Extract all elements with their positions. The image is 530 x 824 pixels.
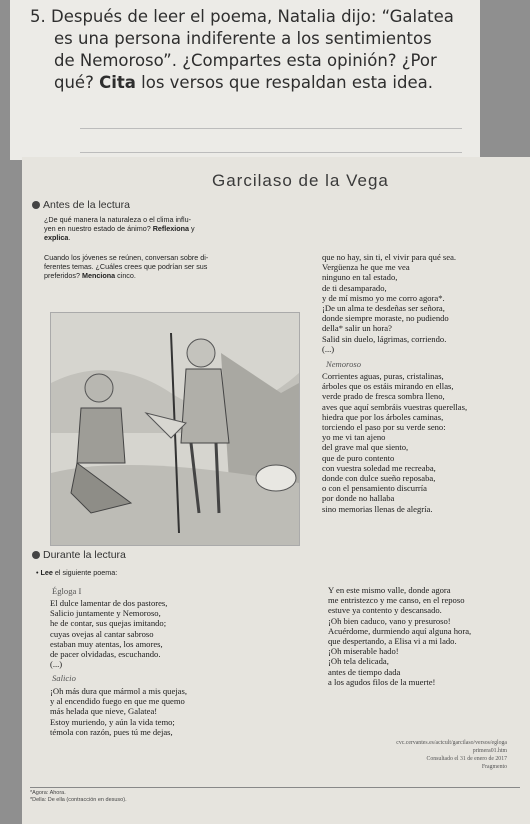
right-poem-part-1: que no hay, sin ti, el vivir para qué sea. Vergüenza he que me vea ninguno en tal estado, de ti desamparado, y de mí mismo yo me corro agora*. ¡De un alma te desdeñas ser señora, donde siempre moraste, no pudiendo della* salir un hora? Salid sin duelo, lágrimas, corriendo. (...) [322,252,457,354]
bq2-c: preferidos? [44,271,82,280]
question-sheet [10,0,480,160]
bq1-b: yen en nuestro estado de ánimo? [44,224,153,233]
right-poem-part-2: Corrientes aguas, puras, cristalinas, árboles que os estáis mirando en ellas, verde prado de fresca sombra lleno, aves que aquí sembráis vuestras querellas, hiedra que por los árboles caminas, torciendo el paso por su verde seno: yo me vi tan ajeno del grave mal que siento, que de puro contento con vuestra soledad me recreaba, donde con dulce sueño reposaba, o con el pensamiento discurría por donde no hallaba sino memorias llenas de alegría. [322,371,468,514]
footnote-della: *Della: De ella (contracción en desuso). [30,797,127,803]
cite-verb: Cita [99,73,136,92]
footnote-divider [30,787,520,788]
right-poem-part-3: Y en este mismo valle, donde agora me entristezco y me canso, en el reposo estuve ya contento y descansado. ¡Oh bien caduco, vano y presuroso! Acuérdome, durmiendo aquí alguna hora, que despertando, a Elisa vi a mi lado. ¡Oh miserable hado! ¡Oh tela delicada, antes de tiempo dada a los agudos filos de la muerte! [328,585,472,687]
before-question-1 [44,215,294,242]
bq2-e: cinco. [115,271,136,280]
bq1-e: explica [44,233,69,242]
before-heading-text: Antes de la lectura [43,199,130,211]
question-line-3: de Nemoroso”. ¿Compartes esta opinión? ¿Por [54,51,437,70]
read-verb: Lee [40,568,53,577]
egloga-title [52,586,81,596]
during-reading-heading [32,549,126,561]
speaker-nemoroso: Nemoroso [326,359,362,369]
question-line-4a: qué? [54,73,100,92]
shepherds-drawing [51,313,299,545]
bullet-icon [32,551,40,559]
footnotes [30,790,127,804]
question-line-2: es una persona indiferente a los sentimientos [54,29,432,48]
bq2-b: ferentes temas. ¿Cuáles crees que podrían ser sus [44,262,208,271]
bq1-d: y [189,224,195,233]
left-poem-part-1: El dulce lamentar de dos pastores, Salicio juntamente y Nemoroso, he de contar, sus quejas imitando; cuyas ovejas al cantar sabroso estaban muy atentas, los amores, de pacer olvidadas, escuchando. (...) [50,598,168,670]
bq2-d: Menciona [81,271,116,280]
answer-line-1 [80,128,462,129]
shepherds-illustration [50,312,300,546]
question-text [30,6,470,94]
egloga-label: Égloga I [52,586,82,596]
during-instr-text: el siguiente poema: [52,568,118,577]
footnote-agora: *Agora: Ahora. [30,790,66,796]
before-question-2 [44,253,294,280]
left-poem-part-2: ¡Oh más dura que mármol a mis quejas, y al encendido fuego en que me quemo más helada que nieve, Galatea! Estoy muriendo, y aún la vida temo; témola con razón, pues tú me dejas, [50,686,187,737]
answer-line-2 [80,152,462,153]
question-line-4 [30,72,470,94]
bq1-c: Reflexiona [152,224,190,233]
during-instruction: • Lee el siguiente poema: [36,568,118,577]
during-heading-text: Durante la lectura [43,549,126,561]
bq1-a: ¿De qué manera la naturaleza o el clima influ- [44,215,192,224]
textbook-page [22,157,530,824]
bq1-f: . [68,233,71,242]
before-reading-heading [32,199,130,211]
source-citation: cvc.cervantes.es/actcult/garcilaso/versos/egloga primera01.htm Consultado el 31 de enero de 2017 Fragmento [396,740,507,770]
speaker-salicio: Salicio [52,673,76,683]
bq2-a: Cuando los jóvenes se reúnen, conversan sobre di- [44,253,209,262]
question-line-4c: los versos que respaldan esta idea. [135,73,433,92]
bullet-icon [32,201,40,209]
page-title: Garcilaso de la Vega [212,171,389,190]
question-line-1: 5. Después de leer el poema, Natalia dijo: “Galatea [30,7,454,26]
